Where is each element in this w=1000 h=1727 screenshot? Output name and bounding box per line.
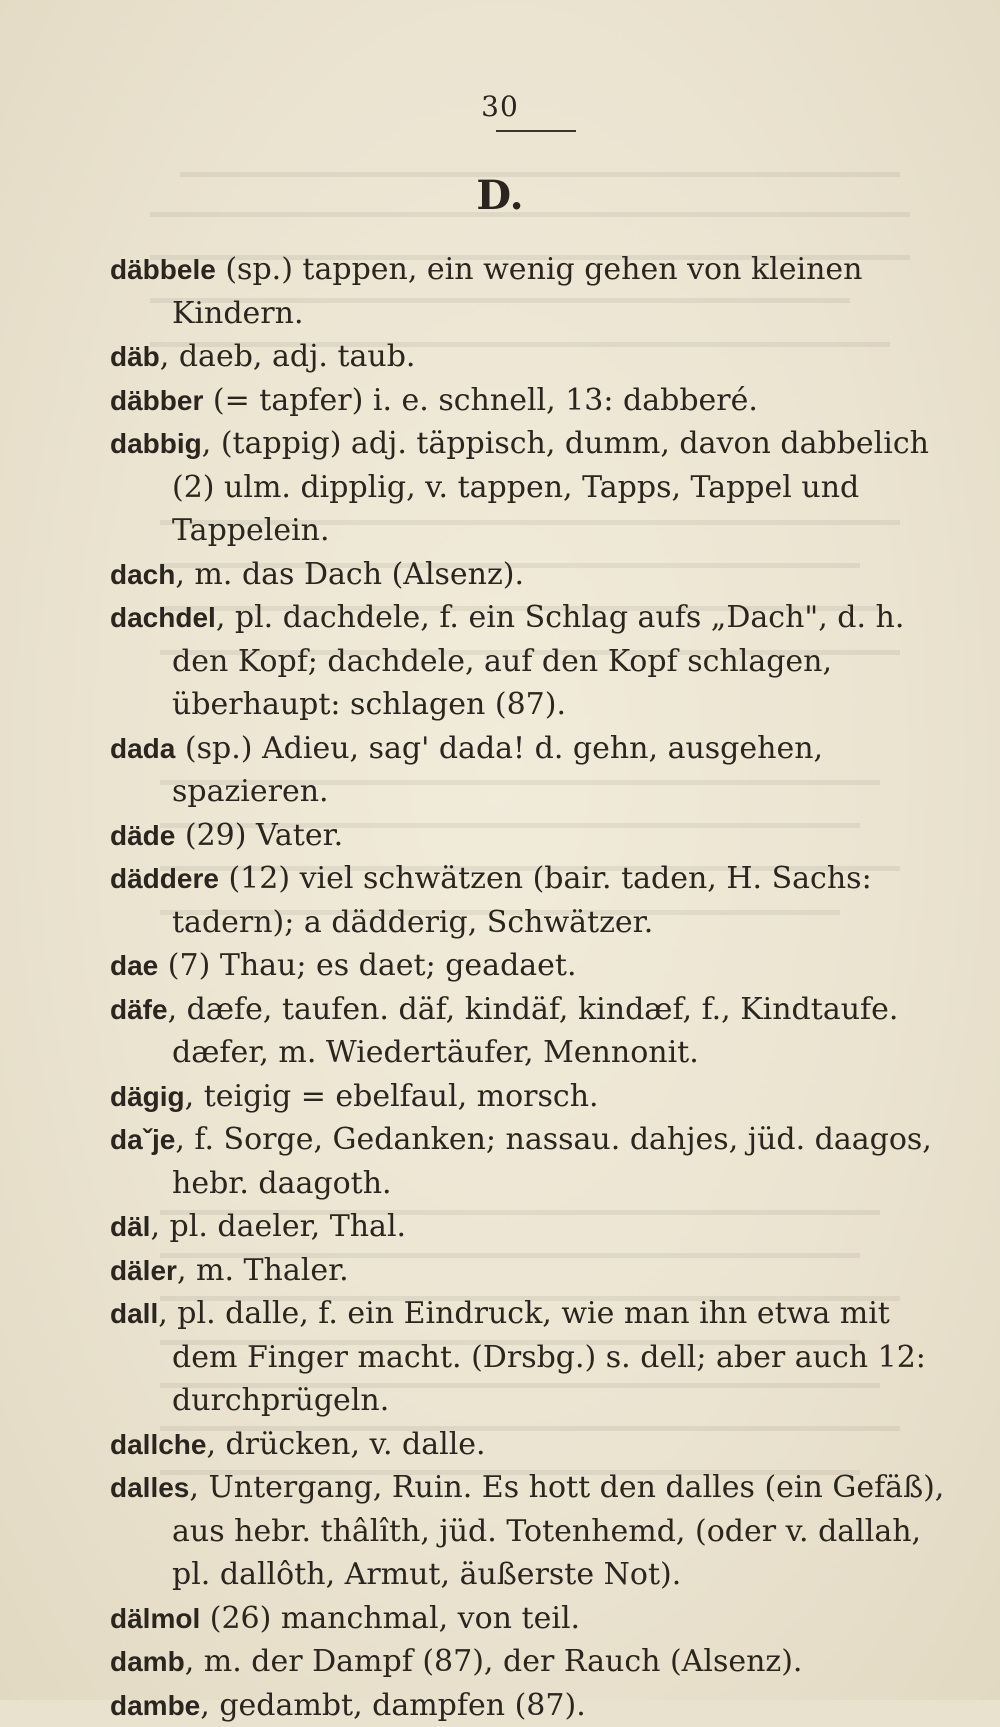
entry-definition: , drücken, v. dalle.: [206, 1427, 485, 1462]
dictionary-entry: [110, 422, 958, 553]
entry-headword: dall: [110, 1298, 158, 1329]
entry-headword: dach: [110, 559, 175, 590]
dictionary-entry: [110, 1075, 958, 1119]
entry-definition: , daeb, adj. taub.: [160, 339, 416, 374]
entry-headword: däler: [110, 1255, 177, 1286]
entry-definition: , Untergang, Ruin. Es hott den dalles (ein Gefäß), aus hebr. thâlîth, jüd. Totenhemd, (oder v. dallah, pl. dallôth, Armut, äußerste Not).: [172, 1470, 944, 1592]
entry-headword: däfe: [110, 994, 168, 1025]
entry-definition: (29) Vater.: [175, 818, 343, 853]
entry-definition: , (tappig) adj. täppisch, dumm, davon dabbelich (2) ulm. dipplig, v. tappen, Tapps, Tappel und Tappelein.: [172, 426, 929, 548]
entry-headword: dallche: [110, 1429, 206, 1460]
entry-definition: , m. das Dach (Alsenz).: [175, 557, 524, 592]
entry-definition: (sp.) Adieu, sag' dada! d. gehn, ausgehen, spazieren.: [172, 731, 823, 810]
entry-headword: dada: [110, 733, 175, 764]
entry-definition: (sp.) tappen, ein wenig gehen von kleinen Kindern.: [172, 252, 863, 331]
page-number: 30: [0, 90, 1000, 123]
entry-headword: däde: [110, 820, 175, 851]
entry-headword: dachdel: [110, 602, 216, 633]
dictionary-entry: [110, 335, 958, 379]
entry-definition: (26) manchmal, von teil.: [200, 1601, 580, 1636]
entry-headword: dägig: [110, 1081, 185, 1112]
page-number-rule: [496, 130, 576, 132]
entry-headword: dabbig: [110, 428, 202, 459]
entry-headword: daˇje: [110, 1124, 175, 1155]
section-letter: D.: [0, 172, 1000, 219]
dictionary-entry: [110, 248, 958, 335]
dictionary-entries: [110, 248, 958, 1727]
entry-definition: , pl. dachdele, f. ein Schlag aufs „Dach", d. h. den Kopf; dachdele, auf den Kopf schlagen, überhaupt: schlagen (87).: [172, 600, 904, 722]
dictionary-entry: [110, 1292, 958, 1423]
entry-definition: , m. Thaler.: [177, 1253, 349, 1288]
entry-headword: dae: [110, 950, 158, 981]
dictionary-entry: [110, 727, 958, 814]
entry-definition: , teigig = ebelfaul, morsch.: [185, 1079, 599, 1114]
entry-definition: , pl. daeler, Thal.: [150, 1209, 406, 1244]
entry-headword: däbber: [110, 385, 203, 416]
entry-headword: däl: [110, 1211, 150, 1242]
dictionary-entry: [110, 857, 958, 944]
entry-headword: däb: [110, 341, 160, 372]
dictionary-entry: [110, 814, 958, 858]
entry-definition: , dæfe, taufen. däf, kindäf, kindæf, f., Kindtaufe. dæfer, m. Wiedertäufer, Mennonit.: [168, 992, 899, 1071]
dictionary-entry: [110, 553, 958, 597]
dictionary-entry: [110, 1597, 958, 1641]
entry-headword: däbbele: [110, 254, 216, 285]
entry-definition: (= tapfer) i. e. schnell, 13: dabberé.: [203, 383, 758, 418]
dictionary-entry: [110, 1423, 958, 1467]
entry-definition: , gedambt, dampfen (87).: [200, 1688, 585, 1723]
entry-headword: dalles: [110, 1472, 189, 1503]
dictionary-entry: [110, 1118, 958, 1205]
entry-definition: , pl. dalle, f. ein Eindruck, wie man ihn etwa mit dem Finger macht. (Drsbg.) s. dell; aber auch 12: durchprügeln.: [158, 1296, 926, 1418]
dictionary-entry: [110, 1466, 958, 1597]
entry-definition: (12) viel schwätzen (bair. taden, H. Sachs: tadern); a dädderig, Schwätzer.: [172, 861, 872, 940]
entry-definition: , m. der Dampf (87), der Rauch (Alsenz).: [185, 1644, 803, 1679]
dictionary-entry: [110, 1249, 958, 1293]
dictionary-entry: [110, 596, 958, 727]
dictionary-entry: [110, 1205, 958, 1249]
dictionary-entry: [110, 379, 958, 423]
entry-headword: däddere: [110, 863, 219, 894]
entry-headword: dälmol: [110, 1603, 200, 1634]
entry-definition: (7) Thau; es daet; geadaet.: [158, 948, 576, 983]
entry-headword: damb: [110, 1646, 185, 1677]
dictionary-entry: [110, 944, 958, 988]
entry-headword: dambe: [110, 1690, 200, 1721]
dictionary-entry: [110, 988, 958, 1075]
dictionary-entry: [110, 1684, 958, 1727]
dictionary-entry: [110, 1640, 958, 1684]
entry-definition: , f. Sorge, Gedanken; nassau. dahjes, jüd. daagos, hebr. daagoth.: [172, 1122, 932, 1201]
